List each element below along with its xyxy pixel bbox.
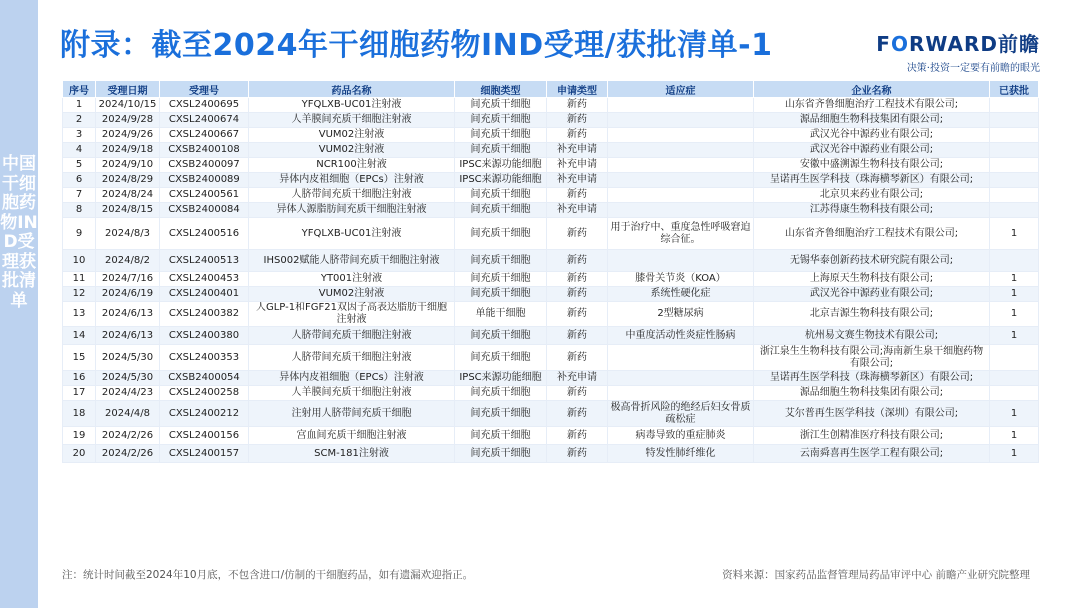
table-row [63,327,1039,345]
cell-drug: IHS002赋能人脐带间充质干细胞注射液 [249,250,455,272]
table-row [63,445,1039,463]
cell-apptype: 新药 [547,272,608,287]
cell-apptype: 新药 [547,302,608,327]
logo-suffix: RWARD前瞻 [908,32,1040,56]
cell-apptype: 补充申请 [547,173,608,188]
cell-date: 2024/5/30 [96,345,160,371]
cell-code: CXSL2400667 [160,128,249,143]
cell-no: 9 [63,218,96,250]
cell-indication [608,173,754,188]
cell-date: 2024/9/18 [96,143,160,158]
cell-cell: 间充质干细胞 [455,445,547,463]
table-row [63,386,1039,401]
table-row [63,427,1039,445]
cell-cell: 间充质干细胞 [455,272,547,287]
cell-drug: NCR100注射液 [249,158,455,173]
cell-code: CXSB2400089 [160,173,249,188]
cell-company: 武汉光谷中源药业有限公司; [754,143,990,158]
cell-no: 2 [63,113,96,128]
cell-indication [608,188,754,203]
cell-apptype: 新药 [547,128,608,143]
cell-date: 2024/6/13 [96,302,160,327]
cell-company: 源品细胞生物科技集团有限公司; [754,386,990,401]
cell-approved: 1 [990,302,1039,327]
cell-no: 19 [63,427,96,445]
table-row [63,218,1039,250]
table-row [63,302,1039,327]
cell-company: 山东省齐鲁细胞治疗工程技术有限公司; [754,218,990,250]
cell-no: 8 [63,203,96,218]
cell-indication: 系统性硬化症 [608,287,754,302]
table-row [63,128,1039,143]
cell-date: 2024/10/15 [96,98,160,113]
cell-cell: 间充质干细胞 [455,427,547,445]
header-apptype: 申请类型 [547,81,608,98]
cell-indication [608,143,754,158]
table-row [63,287,1039,302]
cell-drug: 人羊膜间充质干细胞注射液 [249,386,455,401]
side-label: 中国干细胞药物IND受理获批清单 [0,154,38,311]
cell-approved [990,250,1039,272]
cell-approved [990,173,1039,188]
cell-no: 11 [63,272,96,287]
header-company: 企业名称 [754,81,990,98]
cell-date: 2024/8/24 [96,188,160,203]
cell-no: 4 [63,143,96,158]
cell-approved: 1 [990,401,1039,427]
table-row [63,371,1039,386]
cell-date: 2024/9/10 [96,158,160,173]
cell-apptype: 补充申请 [547,371,608,386]
cell-approved [990,371,1039,386]
cell-indication: 2型糖尿病 [608,302,754,327]
cell-drug: YFQLXB-UC01注射液 [249,218,455,250]
cell-cell: 间充质干细胞 [455,386,547,401]
cell-apptype: 新药 [547,427,608,445]
header-approved: 已获批 [990,81,1039,98]
cell-date: 2024/9/28 [96,113,160,128]
cell-no: 17 [63,386,96,401]
cell-approved: 1 [990,272,1039,287]
cell-apptype: 新药 [547,250,608,272]
cell-code: CXSB2400084 [160,203,249,218]
cell-drug: 人脐带间充质干细胞注射液 [249,327,455,345]
cell-date: 2024/8/3 [96,218,160,250]
cell-approved [990,143,1039,158]
cell-code: CXSL2400674 [160,113,249,128]
cell-apptype: 补充申请 [547,143,608,158]
cell-no: 10 [63,250,96,272]
cell-cell: 间充质干细胞 [455,250,547,272]
cell-no: 20 [63,445,96,463]
cell-date: 2024/6/13 [96,327,160,345]
cell-approved: 1 [990,445,1039,463]
cell-apptype: 新药 [547,345,608,371]
cell-date: 2024/4/23 [96,386,160,401]
table-row [63,345,1039,371]
cell-drug: 人脐带间充质干细胞注射液 [249,345,455,371]
cell-cell: 间充质干细胞 [455,327,547,345]
cell-no: 16 [63,371,96,386]
cell-code: CXSL2400401 [160,287,249,302]
cell-date: 2024/7/16 [96,272,160,287]
cell-code: CXSL2400212 [160,401,249,427]
cell-company: 呈诺再生医学科技（珠海横琴新区）有限公司; [754,371,990,386]
cell-apptype: 新药 [547,327,608,345]
cell-cell: 间充质干细胞 [455,203,547,218]
brand-logo [876,28,1040,74]
cell-cell: 间充质干细胞 [455,128,547,143]
footnote: 注：统计时间截至2024年10月底，不包含进口/仿制的干细胞药品，如有遗漏欢迎指正。 [62,569,474,581]
cell-company: 武汉光谷中源药业有限公司; [754,287,990,302]
cell-indication [608,345,754,371]
cell-indication [608,158,754,173]
cell-no: 15 [63,345,96,371]
cell-drug: VUM02注射液 [249,287,455,302]
table-row [63,158,1039,173]
logo-wordmark [876,28,1040,57]
cell-code: CXSB2400108 [160,143,249,158]
cell-no: 7 [63,188,96,203]
table-row [63,98,1039,113]
cell-no: 5 [63,158,96,173]
cell-code: CXSL2400382 [160,302,249,327]
cell-company: 源品细胞生物科技集团有限公司; [754,113,990,128]
cell-company: 北京贝来药业有限公司; [754,188,990,203]
cell-cell: IPSC来源功能细胞 [455,158,547,173]
cell-no: 14 [63,327,96,345]
cell-code: CXSL2400353 [160,345,249,371]
cell-drug: YFQLXB-UC01注射液 [249,98,455,113]
cell-date: 2024/6/19 [96,287,160,302]
cell-approved [990,113,1039,128]
cell-no: 6 [63,173,96,188]
cell-code: CXSL2400157 [160,445,249,463]
cell-company: 安徽中盛溯源生物科技有限公司; [754,158,990,173]
cell-indication: 特发性肺纤维化 [608,445,754,463]
cell-apptype: 新药 [547,287,608,302]
table-body [63,98,1039,463]
header-date: 受理日期 [96,81,160,98]
cell-approved [990,128,1039,143]
cell-drug: 注射用人脐带间充质干细胞 [249,401,455,427]
table-row [63,250,1039,272]
cell-code: CXSL2400561 [160,188,249,203]
cell-drug: 异体人源脂肪间充质干细胞注射液 [249,203,455,218]
cell-indication [608,250,754,272]
cell-drug: SCM-181注射液 [249,445,455,463]
cell-company: 无锡华泰创新药技术研究院有限公司; [754,250,990,272]
cell-approved: 1 [990,218,1039,250]
cell-drug: 异体内皮祖细胞（EPCs）注射液 [249,371,455,386]
cell-no: 18 [63,401,96,427]
cell-company: 北京吉源生物科技有限公司; [754,302,990,327]
cell-cell: IPSC来源功能细胞 [455,371,547,386]
header-cell: 细胞类型 [455,81,547,98]
logo-prefix: F [876,32,891,56]
cell-indication [608,113,754,128]
side-banner [0,0,38,608]
cell-drug: 人GLP-1和FGF21双因子高表达脂肪干细胞注射液 [249,302,455,327]
cell-apptype: 新药 [547,98,608,113]
cell-cell: 间充质干细胞 [455,345,547,371]
cell-approved [990,158,1039,173]
cell-date: 2024/5/30 [96,371,160,386]
cell-date: 2024/9/26 [96,128,160,143]
cell-code: CXSB2400054 [160,371,249,386]
cell-code: CXSL2400453 [160,272,249,287]
cell-indication: 中重度活动性炎症性肠病 [608,327,754,345]
cell-cell: 间充质干细胞 [455,98,547,113]
source-note: 资料来源：国家药品监督管理局药品审评中心 前瞻产业研究院整理 [722,569,1030,581]
cell-code: CXSL2400516 [160,218,249,250]
ind-table-container [62,80,1038,463]
page-title: 附录：截至2024年干细胞药物IND受理/获批清单-1 [60,28,773,63]
cell-company: 浙江泉生生物科技有限公司;海南新生泉干细胞药物有限公司; [754,345,990,371]
cell-indication: 膝骨关节炎（KOA） [608,272,754,287]
cell-approved: 1 [990,327,1039,345]
header-drug: 药品名称 [249,81,455,98]
cell-no: 13 [63,302,96,327]
cell-code: CXSL2400258 [160,386,249,401]
cell-no: 1 [63,98,96,113]
table-header-row [63,81,1039,98]
cell-approved [990,386,1039,401]
cell-apptype: 新药 [547,113,608,128]
cell-company: 江苏得康生物科技有限公司; [754,203,990,218]
cell-drug: YT001注射液 [249,272,455,287]
cell-drug: 异体内皮祖细胞（EPCs）注射液 [249,173,455,188]
cell-code: CXSL2400695 [160,98,249,113]
cell-date: 2024/2/26 [96,445,160,463]
cell-apptype: 新药 [547,401,608,427]
cell-approved [990,188,1039,203]
cell-drug: 宫血间充质干细胞注射液 [249,427,455,445]
table-row [63,143,1039,158]
cell-date: 2024/4/8 [96,401,160,427]
cell-indication [608,371,754,386]
cell-cell: 间充质干细胞 [455,218,547,250]
cell-drug: VUM02注射液 [249,143,455,158]
cell-company: 浙江生创精准医疗科技有限公司; [754,427,990,445]
header-no: 序号 [63,81,96,98]
cell-drug: VUM02注射液 [249,128,455,143]
cell-cell: 间充质干细胞 [455,188,547,203]
logo-o: O [890,32,909,56]
cell-approved: 1 [990,427,1039,445]
table-row [63,203,1039,218]
header-indication: 适应症 [608,81,754,98]
table-row [63,401,1039,427]
table-row [63,272,1039,287]
cell-drug: 人羊膜间充质干细胞注射液 [249,113,455,128]
logo-slogan: 决策·投资一定要有前瞻的眼光 [906,63,1040,74]
cell-apptype: 新药 [547,188,608,203]
header-code: 受理号 [160,81,249,98]
cell-no: 3 [63,128,96,143]
cell-indication: 极高骨折风险的绝经后妇女骨质疏松症 [608,401,754,427]
cell-approved [990,98,1039,113]
cell-date: 2024/8/2 [96,250,160,272]
cell-cell: 间充质干细胞 [455,401,547,427]
cell-code: CXSL2400156 [160,427,249,445]
cell-date: 2024/2/26 [96,427,160,445]
cell-approved [990,203,1039,218]
cell-apptype: 补充申请 [547,158,608,173]
cell-company: 云南舜喜再生医学工程有限公司; [754,445,990,463]
cell-cell: 间充质干细胞 [455,143,547,158]
cell-apptype: 新药 [547,218,608,250]
cell-apptype: 新药 [547,445,608,463]
cell-company: 艾尔普再生医学科技（深圳）有限公司; [754,401,990,427]
table-row [63,188,1039,203]
cell-company: 呈诺再生医学科技（珠海横琴新区）有限公司; [754,173,990,188]
cell-indication: 用于治疗中、重度急性呼吸窘迫综合征。 [608,218,754,250]
cell-date: 2024/8/15 [96,203,160,218]
cell-company: 上海原天生物科技有限公司; [754,272,990,287]
cell-cell: 单能干细胞 [455,302,547,327]
cell-indication [608,203,754,218]
cell-approved: 1 [990,287,1039,302]
cell-code: CXSB2400097 [160,158,249,173]
cell-company: 杭州易文赛生物技术有限公司; [754,327,990,345]
cell-code: CXSL2400513 [160,250,249,272]
table-row [63,113,1039,128]
cell-indication [608,386,754,401]
cell-approved [990,345,1039,371]
cell-indication: 病毒导致的重症肺炎 [608,427,754,445]
cell-apptype: 新药 [547,386,608,401]
cell-cell: 间充质干细胞 [455,113,547,128]
cell-no: 12 [63,287,96,302]
cell-indication [608,98,754,113]
cell-company: 武汉光谷中源药业有限公司; [754,128,990,143]
cell-apptype: 补充申请 [547,203,608,218]
cell-cell: 间充质干细胞 [455,287,547,302]
cell-code: CXSL2400380 [160,327,249,345]
cell-drug: 人脐带间充质干细胞注射液 [249,188,455,203]
cell-date: 2024/8/29 [96,173,160,188]
cell-indication [608,128,754,143]
cell-company: 山东省齐鲁细胞治疗工程技术有限公司; [754,98,990,113]
cell-cell: IPSC来源功能细胞 [455,173,547,188]
table-row [63,173,1039,188]
ind-table [62,80,1039,463]
